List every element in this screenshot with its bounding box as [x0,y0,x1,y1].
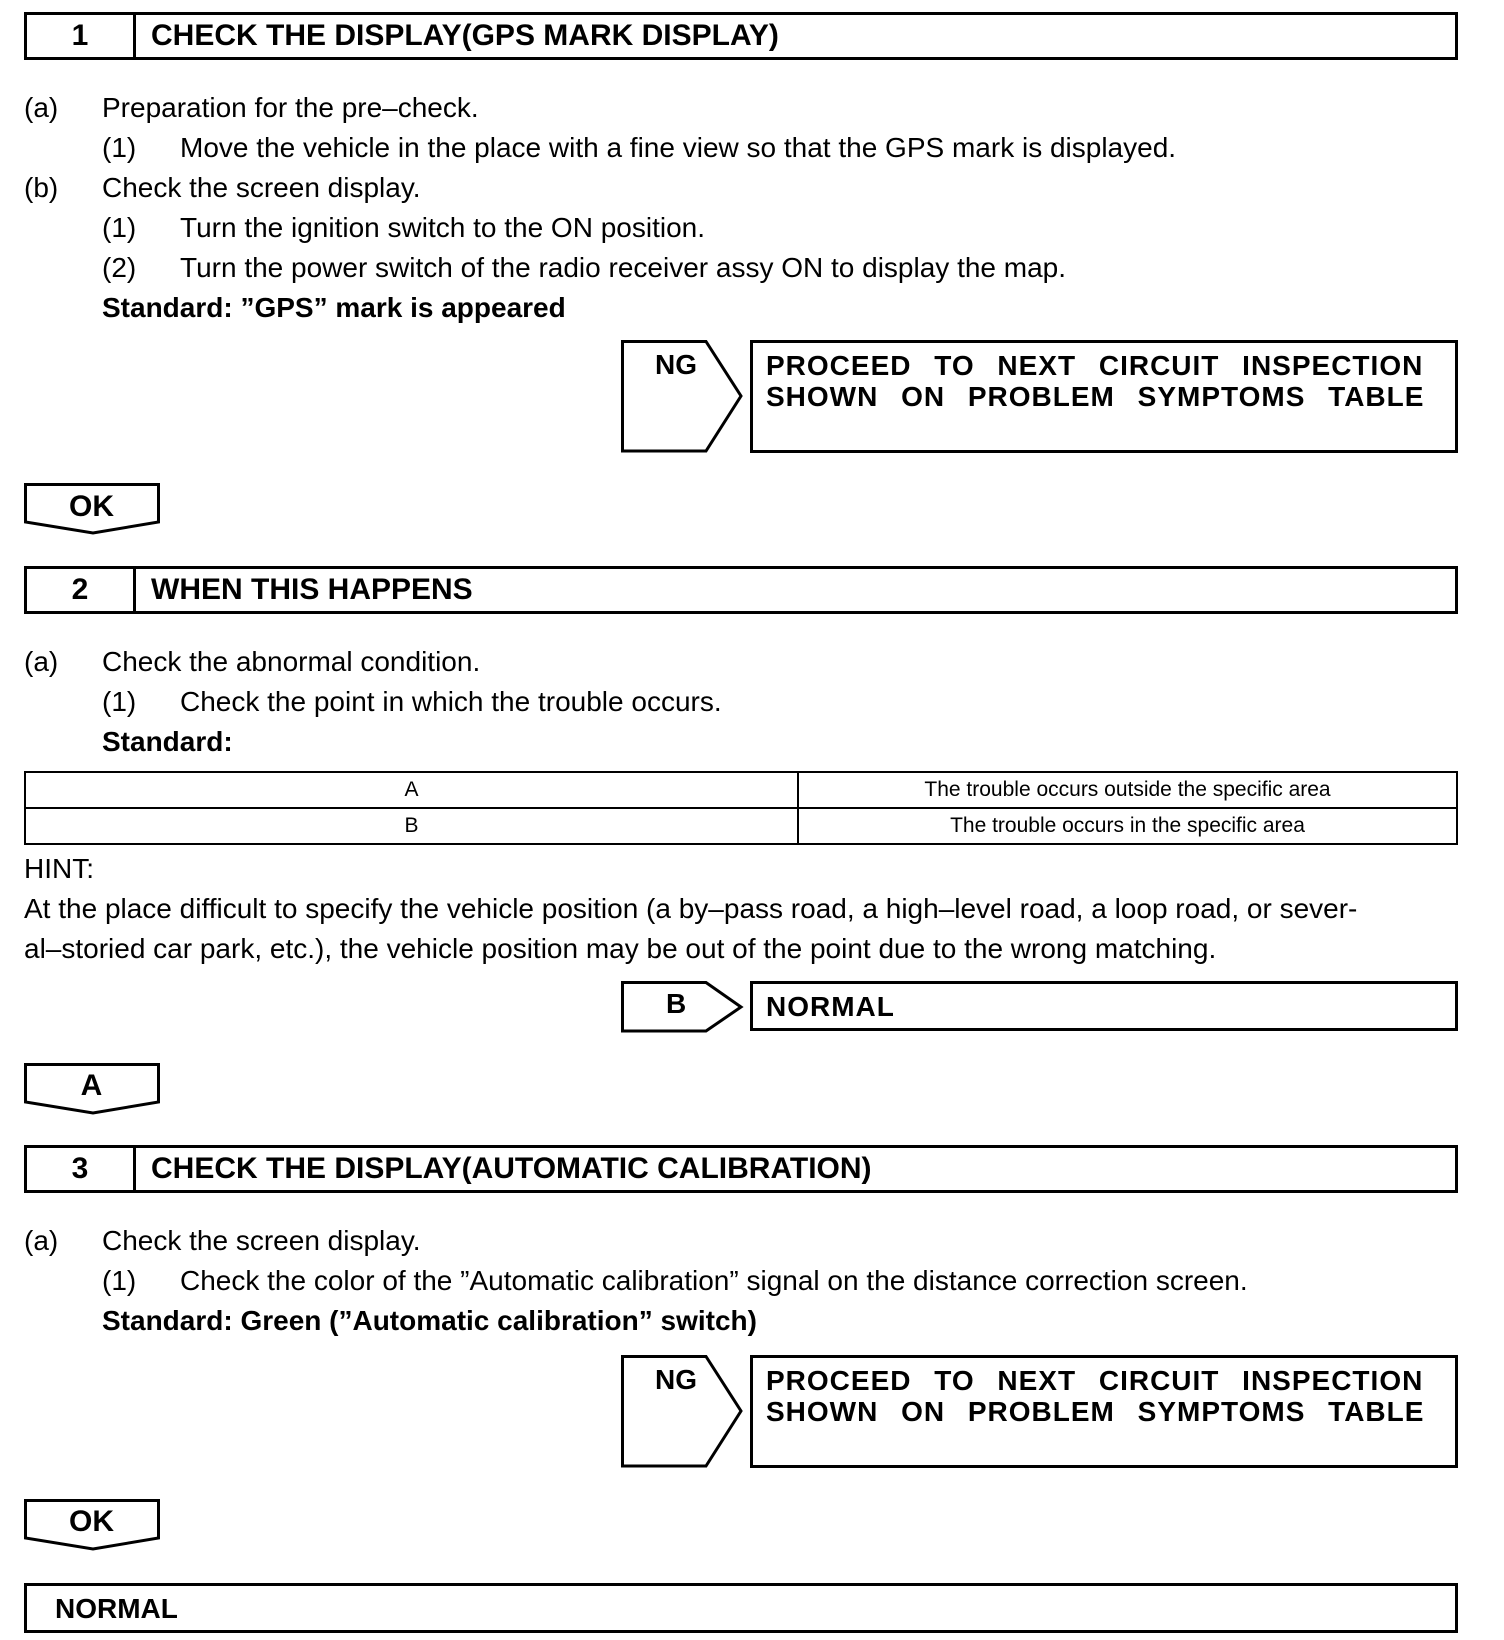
step2-hint-line2: al–storied car park, etc.), the vehicle position may be out of the point due to the wrong matching. [24,933,1217,964]
step1-ok-label: OK [69,490,114,523]
step3-a1-marker: (1) [102,1265,137,1296]
step3-standard: Standard: Green (”Automatic calibration” switch) [102,1305,757,1336]
step2-a1-text: Check the point in which the trouble occurs. [180,686,722,717]
step2-b-label: B [666,988,687,1019]
step3-header [24,1145,1458,1193]
step1-ng-result-line2: SHOWN ON PROBLEM SYMPTOMS TABLE [766,381,1425,412]
step3-a1-text: Check the color of the ”Automatic calibration” signal on the distance correction screen. [180,1265,1248,1296]
step3-a-text: Check the screen display. [102,1225,421,1256]
step1-a1-text: Move the vehicle in the place with a fine view so that the GPS mark is displayed. [180,132,1177,163]
step3-ng-label: NG [655,1364,697,1395]
step1-a-text: Preparation for the pre–check. [102,92,479,123]
step2-b-result [750,981,1458,1031]
step1-b1-text: Turn the ignition switch to the ON position. [180,212,705,243]
step1-ng-label: NG [655,349,697,380]
step2-a-marker: (a) [24,646,59,677]
step2-a1-marker: (1) [102,686,137,717]
table-cell-desc: The trouble occurs outside the specific area [798,772,1457,808]
step3-ng-result [750,1355,1458,1468]
step1-ng-result [750,340,1458,453]
step1-b2-text: Turn the power switch of the radio receiver assy ON to display the map. [180,252,1067,283]
step1-b1-marker: (1) [102,212,137,243]
step3-ng-result-line2: SHOWN ON PROBLEM SYMPTOMS TABLE [766,1396,1425,1427]
step3-ng-result-line1: PROCEED TO NEXT CIRCUIT INSPECTION [766,1365,1424,1396]
table-cell-code: B [25,808,798,844]
table-row [25,772,1457,808]
step2-hint-line1: At the place difficult to specify the vehicle position (a by–pass road, a high–level road, a loop road, or sever- [24,893,1358,924]
step2-standard: Standard: [102,726,233,757]
step1-ng-result-line1: PROCEED TO NEXT CIRCUIT INSPECTION [766,350,1424,381]
step1-a1-marker: (1) [102,132,137,163]
step1-b-text: Check the screen display. [102,172,421,203]
step3-title: CHECK THE DISPLAY(AUTOMATIC CALIBRATION) [151,1152,872,1185]
step3-ok-label: OK [69,1505,114,1538]
step2-header [24,566,1458,614]
step1-number: 1 [27,15,136,57]
table-cell-desc: The trouble occurs in the specific area [798,808,1457,844]
final-result-box [24,1583,1458,1633]
step2-a-label: A [80,1069,103,1102]
step3-a-marker: (a) [24,1225,59,1256]
step2-standard-table [24,771,1458,845]
step2-title: WHEN THIS HAPPENS [151,573,473,606]
step1-standard: Standard: ”GPS” mark is appeared [102,292,566,323]
step2-number: 2 [27,569,136,611]
final-result-text: NORMAL [55,1593,178,1624]
table-cell-code: A [25,772,798,808]
step1-b-marker: (b) [24,172,59,203]
step1-b2-marker: (2) [102,252,137,283]
step2-b-result-text: NORMAL [766,991,895,1022]
step3-number: 3 [27,1148,136,1190]
step2-a-text: Check the abnormal condition. [102,646,481,677]
table-row [25,808,1457,844]
step2-hint-label: HINT: [24,853,94,884]
step1-a-marker: (a) [24,92,59,123]
step1-title: CHECK THE DISPLAY(GPS MARK DISPLAY) [151,19,779,52]
